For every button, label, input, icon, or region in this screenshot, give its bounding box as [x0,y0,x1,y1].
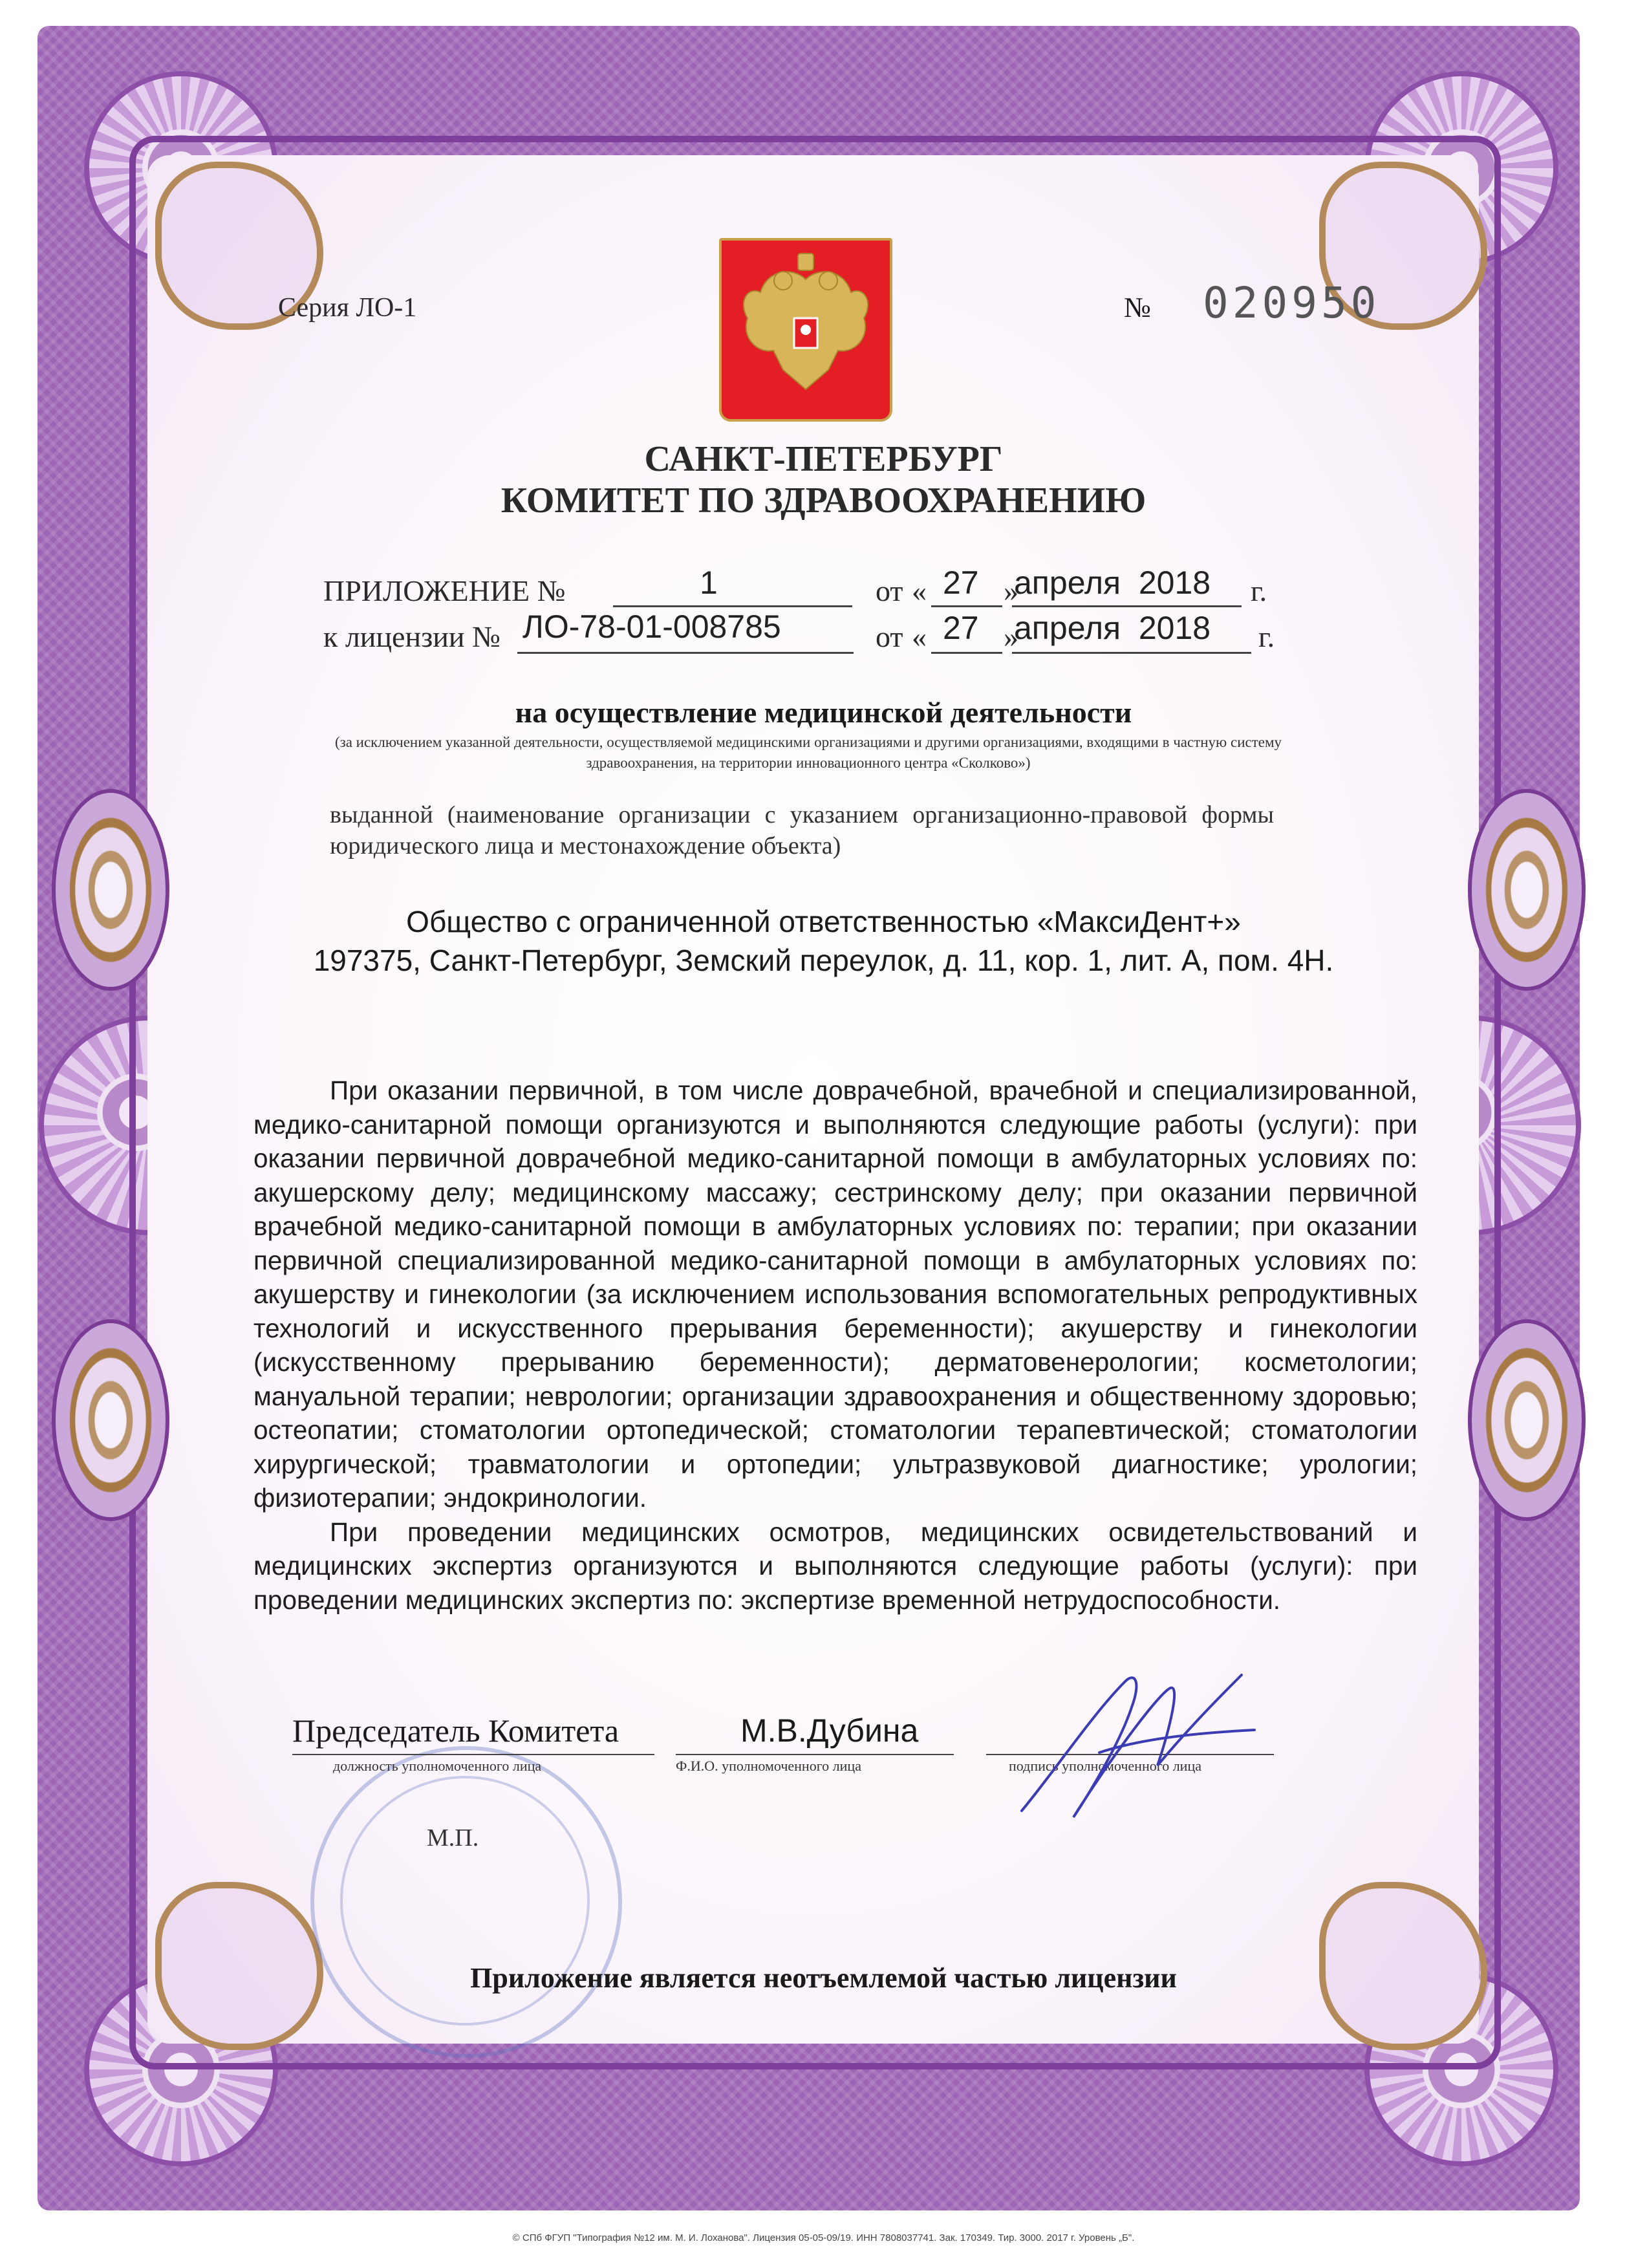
license-day: 27 [943,610,979,646]
appendix-month-year: апреля 2018 [1014,565,1211,601]
license-purpose-note: (за исключением указанной деятельности, осуществляемой медицинскими организациями и другими организациями, входящими в частную систему здравоохранения, на территории инновационного центра «Сколково») [334,734,1282,771]
issuer-city: САНКТ-ПЕТЕРБУРГ [644,439,1003,479]
coat-of-arms-icon [719,238,892,422]
printer-imprint: © СПб ФГУП "Типография №12 им. М. И. Лоханова". Лицензия 05-05-09/19. ИНН 7808037741. Зак. 170349. Тир. 3000. 2017 г. Уровень „Б". [512,2232,1135,2243]
appendix-label: ПРИЛОЖЕНИЕ № [323,574,566,607]
seal-stamp [310,1746,622,2058]
organization-address: 197375, Санкт-Петербург, Земский переулок, д. 11, кор. 1, лит. А, пом. 4Н. [313,944,1334,977]
license-month-year: апреля 2018 [1014,610,1211,646]
appendix-day: 27 [943,565,979,601]
appendix-quote-open: « [912,574,927,607]
license-number: ЛО-78-01-008785 [522,609,781,645]
series-label: Серия ЛО-1 [278,293,417,323]
signer-name-caption: Ф.И.О. уполномоченного лица [676,1758,861,1774]
signature-caption: подпись уполномоченного лица [1009,1758,1201,1774]
services-paragraph-examinations: При проведении медицинских осмотров, медицинских освидетельствований и медицинских экспертиз организуются и выполняются следующие работы (услуги): при проведении медицинских экспертиз по: экспертизе временной нетрудоспособности. [253,1517,1417,1615]
services-paragraph-primary-care: При оказании первичной, в том числе доврачебной, врачебной и специализированной, медико-санитарной помощи организуются и выполняются следующие работы (услуги): при оказании первичной доврачебной медико-санитарной помощи в амбулаторных условиях по: акушерскому делу; медицинскому массажу; сестринскому делу; при оказании первичной врачебной медико-санитарной помощи в амбулаторных условиях по: терапии; при оказании первичной специализированной медико-санитарной помощи в амбулаторных условиях по: акушерству и гинекологии (за исключением использования вспомогательных репродуктивных технологий и искусственного прерывания беременности); акушерству и гинекологии (искусственному прерыванию беременности); дерматовенерологии; косметологии; мануальной терапии; неврологии; организации здравоохранения и общественному здоровью; остеопатии; стоматологии ортопедической; стоматологии терапевтической; стоматологии хирургической; травматологии и ортопедии; ультразвуковой диагностике; урологии; физиотерапии; эндокринологии. [253,1075,1417,1513]
appendix-quote-close: » [1004,574,1018,607]
license-from: от [876,620,903,653]
signer-name-underline [676,1714,954,1755]
side-medallion-right-lower [1468,1319,1586,1521]
signer-position-underline [292,1714,654,1755]
appendix-number: 1 [700,565,718,601]
issuer-committee: КОМИТЕТ ПО ЗДРАВООХРАНЕНИЮ [501,481,1146,521]
seal-label: М.П. [427,1824,479,1852]
handwritten-signature-icon [996,1656,1267,1837]
appendix-number-underline [613,569,852,607]
footer-note: Приложение является неотъемлемой частью лицензии [470,1962,1177,1994]
license-purpose: на осуществление медицинской деятельности [515,696,1132,729]
organization-name: Общество с ограниченной ответственностью «МаксиДент+» [406,905,1241,938]
license-label: к лицензии № [323,620,501,653]
appendix-from: от [876,574,903,607]
issued-to-caption: выданной (наименование организации с указанием организационно-правовой формы юридического лица и местонахождение объекта) [330,801,1274,859]
signer-name: М.В.Дубина [740,1712,919,1749]
signer-position-caption: должность уполномоченного лица [333,1758,542,1774]
number-sign: № [1124,292,1151,323]
double-headed-eagle-icon [722,241,890,419]
license-quote-open: « [912,620,927,653]
services-text [253,1074,1417,1617]
license-year-suffix: г. [1258,620,1275,653]
license-quote-close: » [1004,620,1018,653]
form-number: 020950 [1203,278,1381,328]
appendix-year-suffix: г. [1251,574,1267,607]
signer-position: Председатель Комитета [292,1712,619,1749]
side-medallion-left-lower [52,1319,169,1521]
